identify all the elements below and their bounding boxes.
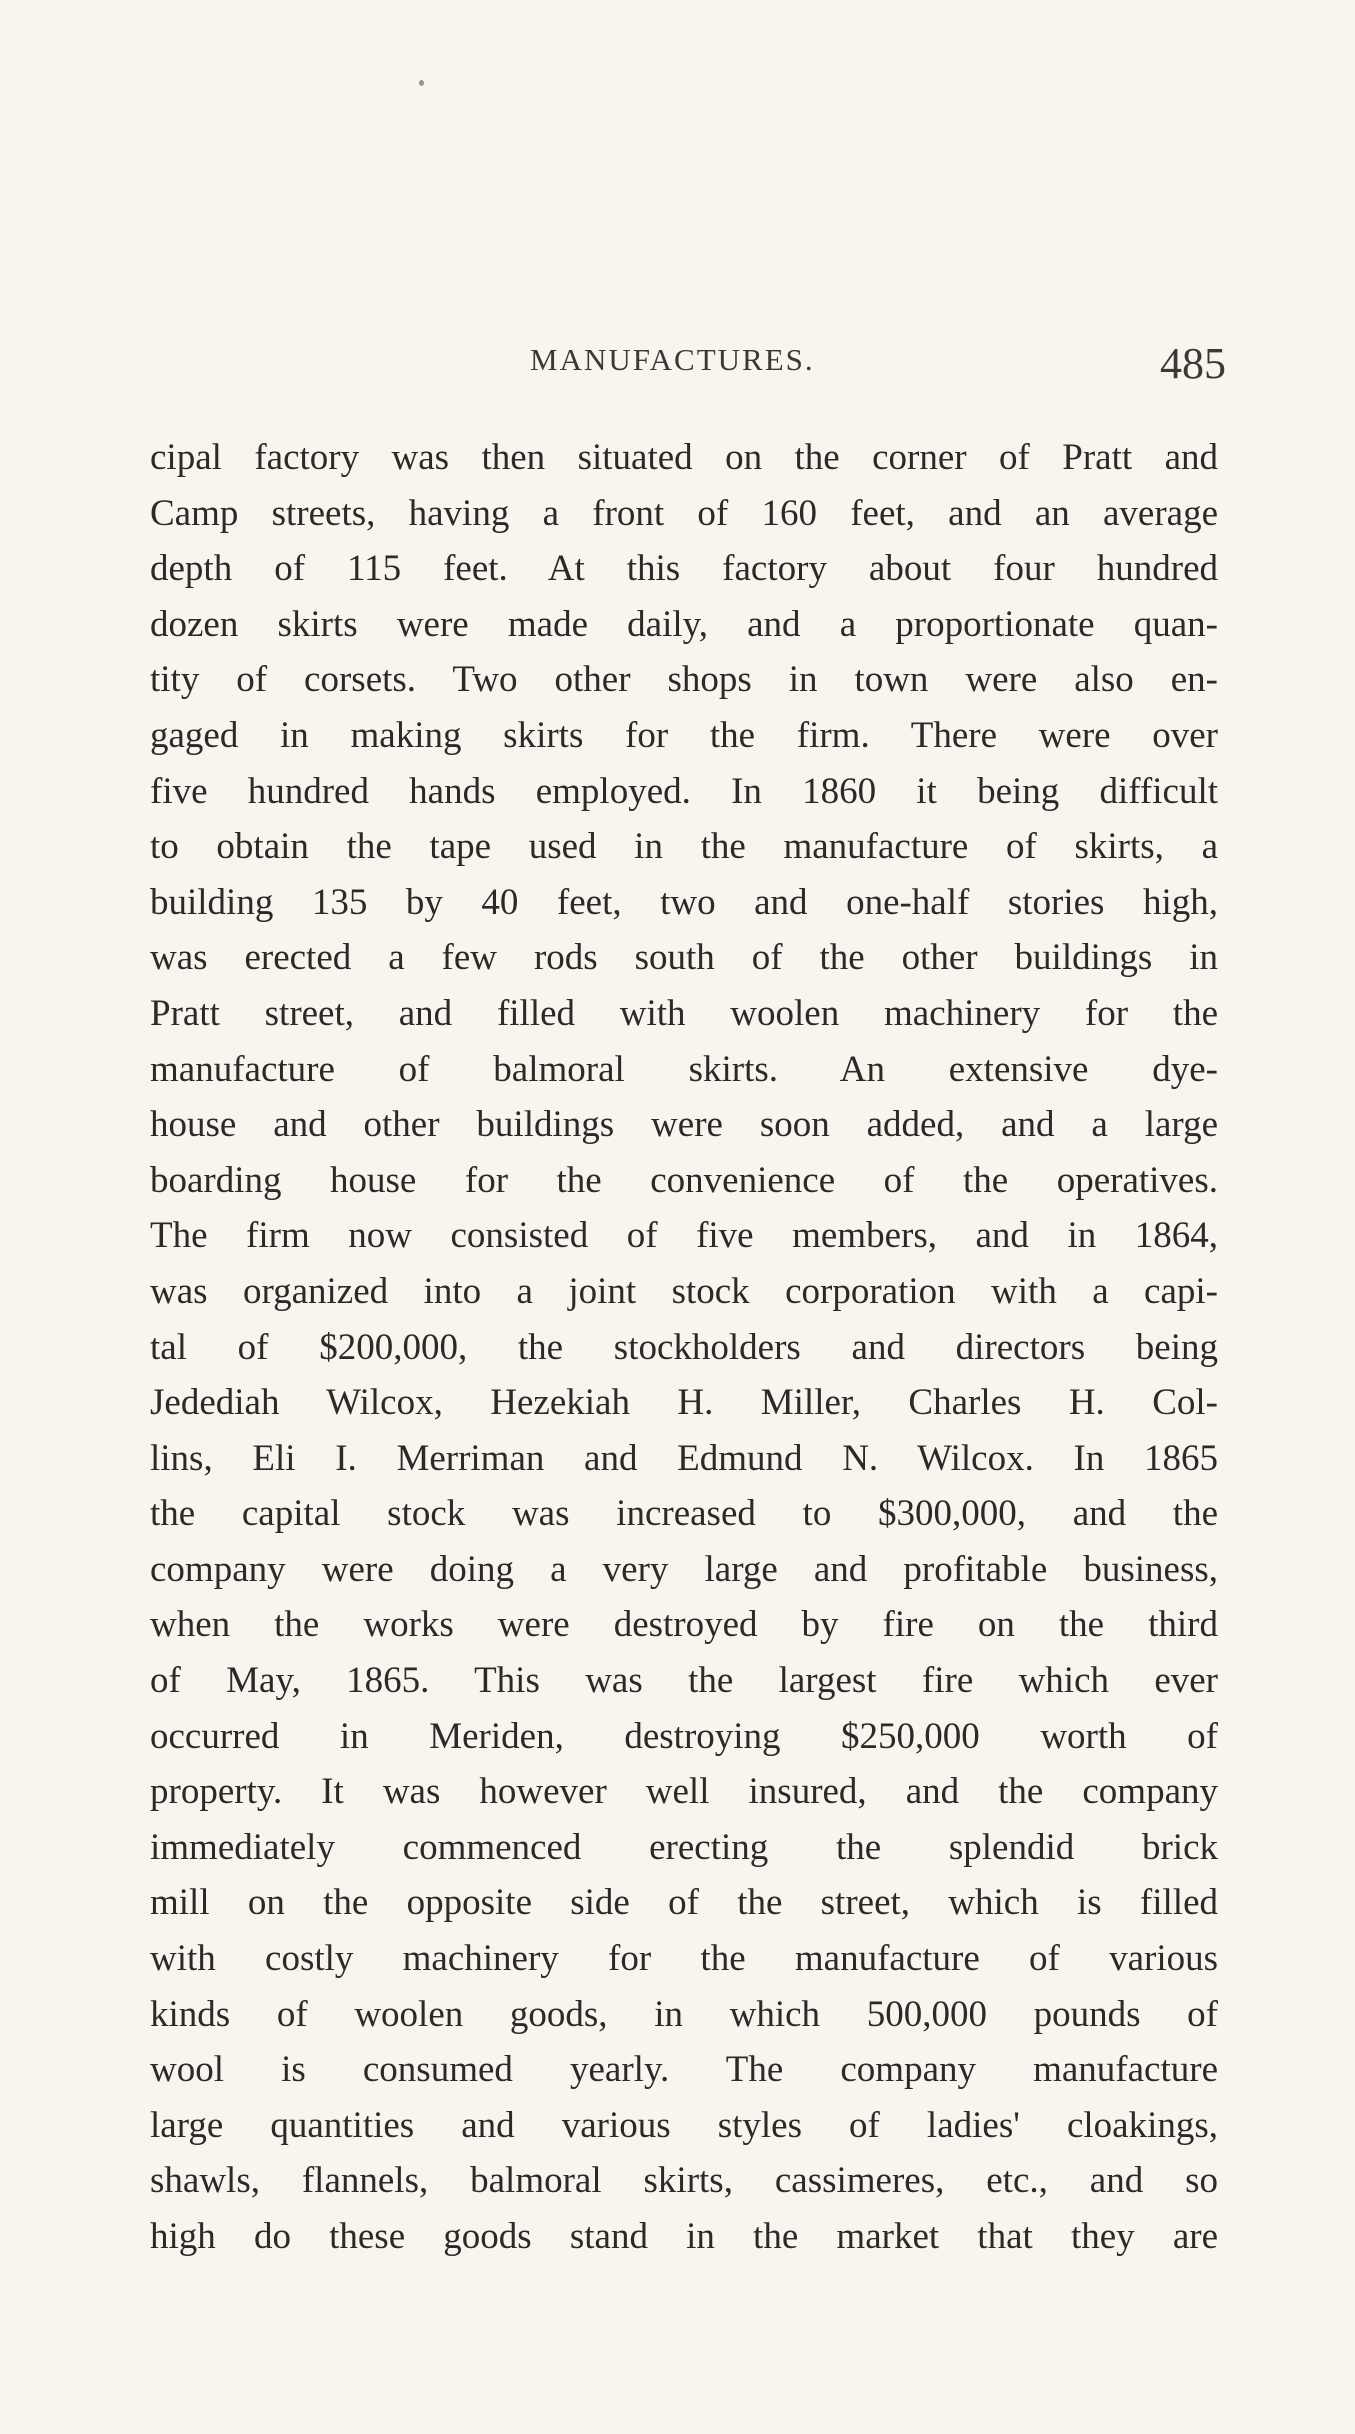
text-line: was erected a few rods south of the other buildings in (150, 937, 1218, 979)
text-line: The firm now consisted of five members, and in 1864, (150, 1215, 1218, 1257)
text-line: immediately commenced erecting the splendid brick (150, 1826, 1218, 1868)
text-line: tity of corsets. Two other shops in town were also en- (150, 659, 1218, 701)
text-line: high do these goods stand in the market that they are (150, 2216, 1218, 2257)
text-line: with costly machinery for the manufacture of various (150, 1938, 1218, 1980)
text-line: of May, 1865. This was the largest fire which ever (150, 1660, 1218, 1702)
text-line: company were doing a very large and profitable business, (150, 1548, 1218, 1590)
text-line: cipal factory was then situated on the corner of Pratt and (150, 437, 1218, 478)
running-title: MANUFACTURES. (530, 342, 815, 377)
text-line: the capital stock was increased to $300,000, and the (150, 1493, 1218, 1535)
text-line: building 135 by 40 feet, two and one-half stories high, (150, 881, 1218, 923)
text-line: Camp streets, having a front of 160 feet, and an average (150, 492, 1218, 534)
text-line: tal of $200,000, the stockholders and directors being (150, 1326, 1218, 1368)
text-line: shawls, flannels, balmoral skirts, cassimeres, etc., and so (150, 2160, 1218, 2202)
text-line: large quantities and various styles of ladies' cloakings, (150, 2104, 1218, 2146)
text-line: mill on the opposite side of the street, which is filled (150, 1882, 1218, 1924)
text-line: lins, Eli I. Merriman and Edmund N. Wilcox. In 1865 (150, 1437, 1218, 1479)
text-line: five hundred hands employed. In 1860 it being difficult (150, 770, 1218, 812)
text-line: boarding house for the convenience of the operatives. (150, 1159, 1218, 1201)
text-line: Jedediah Wilcox, Hezekiah H. Miller, Charles H. Col- (150, 1382, 1218, 1424)
text-line: kinds of woolen goods, in which 500,000 pounds of (150, 1993, 1218, 2035)
text-line: manufacture of balmoral skirts. An extensive dye- (150, 1048, 1218, 1090)
text-line: to obtain the tape used in the manufacture of skirts, a (150, 826, 1218, 868)
text-line: gaged in making skirts for the firm. There were over (150, 714, 1218, 756)
body-text (150, 430, 1218, 2265)
text-line: wool is consumed yearly. The company manufacture (150, 2049, 1218, 2091)
page-number: 485 (1160, 339, 1226, 388)
text-line: depth of 115 feet. At this factory about four hundred (150, 548, 1218, 590)
text-line: was organized into a joint stock corporation with a capi- (150, 1270, 1218, 1312)
ink-speck (419, 80, 424, 86)
text-line: property. It was however well insured, and the company (150, 1771, 1218, 1813)
running-head (150, 338, 1230, 398)
text-line: Pratt street, and filled with woolen machinery for the (150, 992, 1218, 1034)
text-line: dozen skirts were made daily, and a proportionate quan- (150, 603, 1218, 645)
text-line: when the works were destroyed by fire on the third (150, 1604, 1218, 1646)
text-line: house and other buildings were soon added, and a large (150, 1104, 1218, 1146)
text-line: occurred in Meriden, destroying $250,000 worth of (150, 1715, 1218, 1757)
